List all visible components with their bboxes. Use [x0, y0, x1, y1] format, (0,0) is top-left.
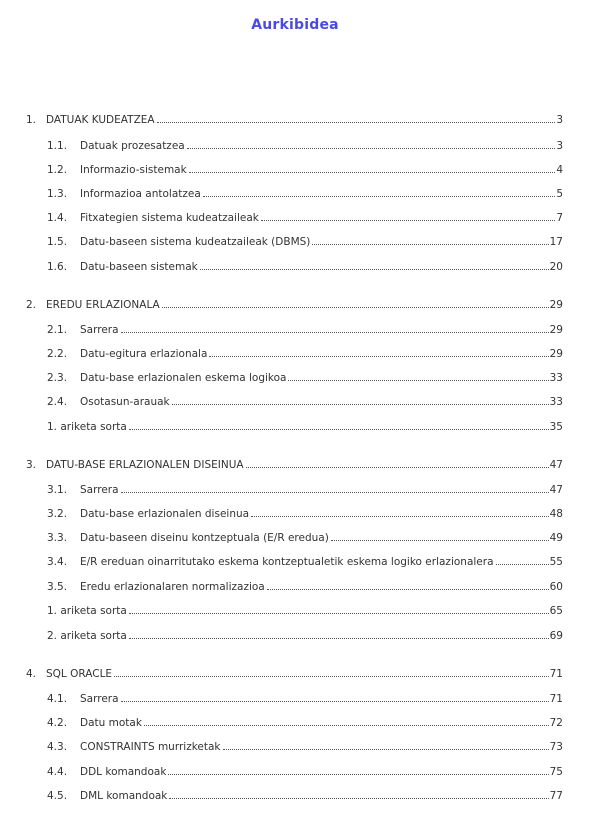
toc-entry-line	[46, 297, 563, 313]
toc-entry-page-number[interactable]: 29	[549, 348, 563, 360]
toc-entry[interactable]	[0, 764, 600, 780]
toc-entry-line	[80, 162, 563, 178]
toc-entry[interactable]	[0, 346, 600, 362]
toc-entry-number: 3.	[26, 459, 37, 471]
toc-entry[interactable]	[0, 579, 600, 595]
dot-leader	[162, 306, 549, 308]
toc-entry-label[interactable]: E/R ereduan oinarritutako eskema kontzeptualetik eskema logiko erlazionalera	[80, 556, 494, 568]
dot-leader	[288, 379, 548, 381]
toc-entry-line	[80, 210, 563, 226]
toc-entry-page-number[interactable]: 33	[549, 396, 563, 408]
toc-entry-label[interactable]: Datu-base erlazionalen diseinua	[80, 508, 250, 520]
toc-entry[interactable]	[0, 691, 600, 707]
dot-leader	[200, 268, 549, 270]
toc-entry-line	[80, 530, 563, 546]
toc-entry[interactable]	[0, 234, 600, 250]
toc-entry-line	[80, 346, 563, 362]
toc-entry-page-number[interactable]: 4	[556, 164, 563, 176]
page-title: Aurkibidea	[251, 17, 339, 33]
toc-entry-number: 4.2.	[47, 717, 68, 729]
toc-entry-page-number[interactable]: 3	[556, 140, 563, 152]
toc-entry-label[interactable]: Datu-baseen diseinu kontzeptuala (E/R eredua)	[80, 532, 329, 544]
toc-entry-page-number[interactable]: 71	[549, 693, 563, 705]
toc-entry-label[interactable]: DDL komandoak	[80, 766, 167, 778]
toc-entry[interactable]	[0, 788, 600, 804]
toc-entry-line	[80, 370, 563, 386]
toc-entry[interactable]	[0, 186, 600, 202]
toc-entry-line	[80, 259, 563, 275]
toc-entry-line	[80, 322, 563, 338]
toc-entry-number: 3.2.	[47, 508, 68, 520]
toc-entry-line	[80, 186, 563, 202]
toc-entry-line	[80, 788, 563, 804]
toc-entry-label[interactable]: Sarrera	[80, 484, 119, 496]
toc-entry-number: 1.4.	[47, 212, 68, 224]
toc-entry-label[interactable]: 2. ariketa sorta	[47, 630, 127, 642]
toc-entry-label[interactable]: DATU-BASE ERLAZIONALEN DISEINUA	[46, 459, 244, 471]
dot-leader	[169, 797, 548, 799]
toc-entry[interactable]	[0, 138, 600, 154]
toc-entry-number: 2.3.	[47, 372, 68, 384]
toc-entry-label[interactable]: Eredu erlazionalaren normalizazioa	[80, 581, 265, 593]
toc-entry[interactable]	[0, 739, 600, 755]
toc-entry-page-number[interactable]: 60	[549, 581, 563, 593]
toc-entry-page-number[interactable]: 33	[549, 372, 563, 384]
toc-entry-label[interactable]: Informazio-sistemak	[80, 164, 187, 176]
toc-entry-number: 4.	[26, 668, 37, 680]
toc-entry-line	[47, 628, 563, 644]
toc-entry-line	[80, 234, 563, 250]
toc-entry-page-number[interactable]: 73	[549, 741, 563, 753]
toc-entry[interactable]	[0, 457, 600, 473]
toc-entry-number: 1.	[26, 114, 37, 126]
dot-leader	[129, 612, 549, 614]
toc-entry-number: 1.6.	[47, 261, 68, 273]
toc-entry-label[interactable]: CONSTRAINTS murrizketak	[80, 741, 221, 753]
toc-entry-page-number[interactable]: 5	[556, 188, 563, 200]
toc-entry-page-number[interactable]: 29	[549, 299, 563, 311]
toc-entry-page-number[interactable]: 77	[549, 790, 563, 802]
toc-entry-label[interactable]: Datu motak	[80, 717, 142, 729]
toc-entry-line	[47, 603, 563, 619]
dot-leader	[331, 539, 549, 541]
dot-leader	[129, 637, 549, 639]
toc-entry-label[interactable]: Fitxategien sistema kudeatzaileak	[80, 212, 259, 224]
dot-leader	[157, 121, 556, 123]
toc-entry-number: 1.5.	[47, 236, 68, 248]
dot-leader	[121, 700, 549, 702]
toc-entry-label[interactable]: Datu-baseen sistemak	[80, 261, 198, 273]
toc-entry-number: 3.3.	[47, 532, 68, 544]
toc-entry-number: 2.	[26, 299, 37, 311]
toc-entry-number: 4.5.	[47, 790, 68, 802]
toc-entry-number: 1.1.	[47, 140, 68, 152]
dot-leader	[261, 219, 555, 221]
toc-entry-line	[47, 419, 563, 435]
toc-entry-label[interactable]: Datu-base erlazionalen eskema logikoa	[80, 372, 287, 384]
toc-entry-line	[80, 482, 563, 498]
toc-entry-line	[80, 739, 563, 755]
toc-entry-number: 4.4.	[47, 766, 68, 778]
toc-entry-label[interactable]: DML komandoak	[80, 790, 168, 802]
toc-entry-label[interactable]: 1. ariketa sorta	[47, 421, 127, 433]
toc-entry-page-number[interactable]: 49	[549, 532, 563, 544]
toc-entry-page-number[interactable]: 47	[549, 459, 563, 471]
toc-entry-line	[46, 112, 563, 128]
toc-entry-page-number[interactable]: 72	[549, 717, 563, 729]
toc-entry-line	[80, 715, 563, 731]
dot-leader	[209, 355, 548, 357]
toc-entry-number: 3.5.	[47, 581, 68, 593]
toc-entry[interactable]	[0, 628, 600, 644]
toc-entry[interactable]	[0, 322, 600, 338]
toc-entry[interactable]	[0, 370, 600, 386]
dot-leader	[172, 403, 549, 405]
toc-entry-label[interactable]: Datuak prozesatzea	[80, 140, 185, 152]
toc-entry-page-number[interactable]: 55	[549, 556, 563, 568]
toc-entry-label[interactable]: SQL ORACLE	[46, 668, 113, 680]
toc-entry-line	[80, 506, 563, 522]
toc-entry-line	[80, 554, 563, 570]
toc-entry-line	[46, 666, 563, 682]
toc-entry[interactable]	[0, 666, 600, 682]
toc-entry-number: 2.1.	[47, 324, 68, 336]
toc-entry-page-number[interactable]: 48	[549, 508, 563, 520]
toc-entry-line	[80, 691, 563, 707]
dot-leader	[203, 195, 556, 197]
toc-entry[interactable]	[0, 419, 600, 435]
toc-entry-label[interactable]: Sarrera	[80, 324, 119, 336]
dot-leader	[251, 515, 549, 517]
toc-entry-number: 4.1.	[47, 693, 68, 705]
dot-leader	[246, 466, 549, 468]
toc-entry-number: 3.1.	[47, 484, 68, 496]
toc-entry-page-number[interactable]: 47	[549, 484, 563, 496]
toc-entry-page-number[interactable]: 3	[556, 114, 563, 126]
toc-entry-number: 2.2.	[47, 348, 68, 360]
toc-entry-label[interactable]: Datu-egitura erlazionala	[80, 348, 208, 360]
dot-leader	[144, 724, 549, 726]
dot-leader	[129, 428, 549, 430]
toc-entry-page-number[interactable]: 17	[549, 236, 563, 248]
dot-leader	[187, 147, 556, 149]
toc-entry-number: 4.3.	[47, 741, 68, 753]
toc-entry[interactable]	[0, 297, 600, 313]
toc-entry-page-number[interactable]: 20	[549, 261, 563, 273]
toc-entry-label[interactable]: Informazioa antolatzea	[80, 188, 201, 200]
toc-entry-label[interactable]: 1. ariketa sorta	[47, 605, 127, 617]
toc-entry-line	[80, 764, 563, 780]
toc-entry[interactable]	[0, 603, 600, 619]
toc-entry[interactable]	[0, 162, 600, 178]
toc-entry-number: 1.3.	[47, 188, 68, 200]
toc-entry-label[interactable]: EREDU ERLAZIONALA	[46, 299, 160, 311]
dot-leader	[312, 243, 548, 245]
toc-entry[interactable]	[0, 112, 600, 128]
toc-entry-page-number[interactable]: 7	[556, 212, 563, 224]
toc-entry-line	[80, 394, 563, 410]
toc-entry-number: 1.2.	[47, 164, 68, 176]
toc-entry[interactable]	[0, 506, 600, 522]
toc-entry-label[interactable]: Sarrera	[80, 693, 119, 705]
toc-entry[interactable]	[0, 259, 600, 275]
toc-entry-number: 2.4.	[47, 396, 68, 408]
dot-leader	[267, 588, 549, 590]
toc-entry[interactable]	[0, 554, 600, 570]
toc-entry[interactable]	[0, 715, 600, 731]
toc-entry-page-number[interactable]: 75	[549, 766, 563, 778]
dot-leader	[223, 748, 549, 750]
dot-leader	[121, 491, 549, 493]
toc-entry-page-number[interactable]: 69	[549, 630, 563, 642]
toc-entry[interactable]	[0, 394, 600, 410]
dot-leader	[114, 675, 549, 677]
dot-leader	[189, 171, 556, 173]
toc-entry-label[interactable]: DATUAK KUDEATZEA	[46, 114, 155, 126]
toc-entry-label[interactable]: Osotasun-arauak	[80, 396, 170, 408]
toc-entry-label[interactable]: Datu-baseen sistema kudeatzaileak (DBMS)	[80, 236, 311, 248]
toc-entry-page-number[interactable]: 29	[549, 324, 563, 336]
toc-entry-line	[80, 138, 563, 154]
toc-entry-page-number[interactable]: 35	[549, 421, 563, 433]
toc-entry-line	[80, 579, 563, 595]
toc-entry-page-number[interactable]: 65	[549, 605, 563, 617]
toc-entry[interactable]	[0, 210, 600, 226]
toc-entry-page-number[interactable]: 71	[549, 668, 563, 680]
dot-leader	[496, 563, 549, 565]
toc-entry-number: 3.4.	[47, 556, 68, 568]
dot-leader	[121, 331, 549, 333]
toc-entry[interactable]	[0, 530, 600, 546]
toc-entry-line	[46, 457, 563, 473]
dot-leader	[168, 773, 548, 775]
toc-entry[interactable]	[0, 482, 600, 498]
